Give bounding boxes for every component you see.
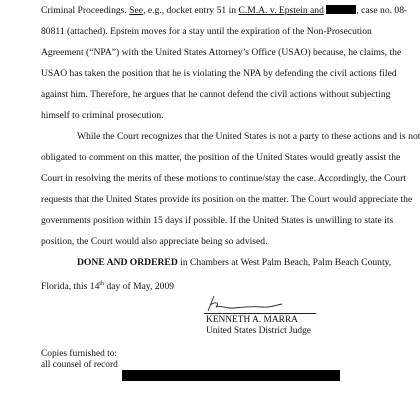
judge-signature — [204, 293, 284, 315]
copies-recipient — [41, 360, 118, 371]
see-link-text: See — [129, 5, 144, 16]
done-and-ordered: DONE AND ORDERED — [77, 257, 178, 268]
redaction-bar — [326, 5, 356, 14]
para2-line-4: requests that the United States provide its position on the matter. The Court would appreciate the — [41, 194, 413, 205]
para2-line-5: governments position within 15 days if possible. If the United States is unwilling to state its — [41, 215, 394, 226]
order-date-suffix: day of May, 2009 — [104, 281, 175, 293]
judge-name: KENNETH A. MARRA — [206, 315, 298, 325]
case-name: C.M.A. v. Epstein and — [238, 5, 324, 16]
para2-line-6: position, the Court would also appreciate being so advised. — [41, 236, 268, 247]
para1-line-2: 80811 (attached). Epstein moves for a stay until the expiration of the Non-Prosecution — [41, 26, 372, 37]
order-line-2 — [41, 278, 174, 293]
judge-title: United States District Judge — [206, 326, 311, 336]
copies-recipient-text: all counsel of record — [41, 360, 118, 370]
para1-line-1 — [41, 5, 407, 17]
para2-line-2: obligated to comment on this matter, the position of the United States would greatly assist the — [41, 152, 401, 163]
para1-line-6: himself to criminal prosecution. — [41, 110, 164, 121]
para1-line-5: against him. Therefore, he argues that he cannot defend the civil actions without subjecting — [41, 89, 391, 100]
para1-line1-suffix: , case no. 08- — [356, 5, 408, 16]
order-date-ordinal: th — [99, 281, 105, 287]
order-line1-rest: in Chambers at West Palm Beach, Palm Beach County, — [177, 257, 392, 268]
order-date-prefix: Florida, this 14 — [41, 281, 100, 293]
para1-line-3: Agreement (“NPA”) with the United States Attorney’s Office (USAO) because, he claims, the — [41, 47, 402, 58]
redaction-bar — [122, 370, 340, 381]
copies-furnished-label: Copies furnished to: — [41, 349, 118, 359]
para2-line-1: While the Court recognizes that the United States is not a party to these actions and is not — [77, 131, 420, 142]
para1-line1-prefix: Criminal Proceedings. — [41, 5, 127, 16]
para1-line-4: USAO has taken the position that he is violating the NPA by defending the civil actions filed — [41, 68, 397, 79]
para1-line1-mid: , e.g., docket entry 51 in — [143, 5, 237, 16]
para2-line-3: Court in resolving the merits of these motions to continue/stay the case. Accordingly, the Court — [41, 173, 406, 184]
order-line-1 — [77, 257, 391, 269]
signature-line — [204, 313, 316, 314]
